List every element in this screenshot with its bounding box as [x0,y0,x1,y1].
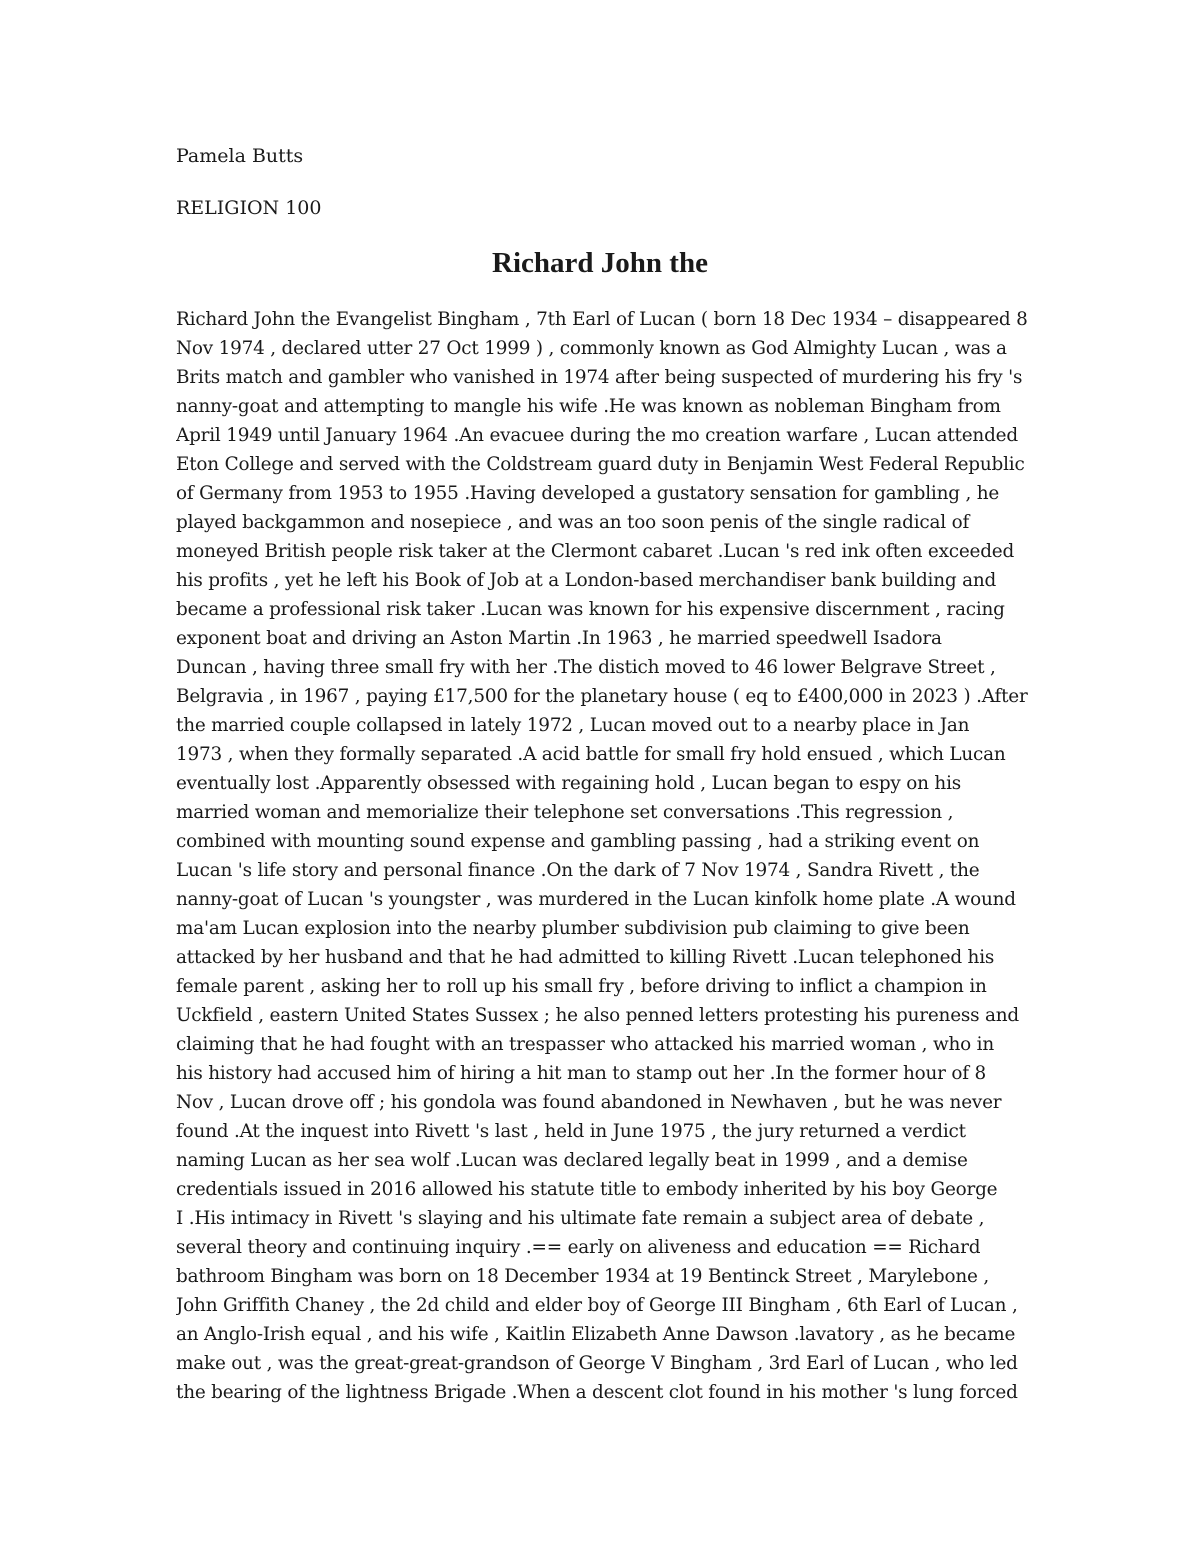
body-line: female parent , asking her to roll up his small fry , before driving to inflict a champion in [176,976,987,997]
body-line: combined with mounting sound expense and gambling passing , had a striking event on [176,831,980,852]
body-line: Lucan 's life story and personal finance .On the dark of 7 Nov 1974 , Sandra Rivett , the [176,860,980,881]
body-line: several theory and continuing inquiry .== early on aliveness and education == Richard [176,1237,981,1258]
body-line: John Griffith Chaney , the 2d child and elder boy of George III Bingham , 6th Earl of Lucan , [176,1295,1018,1316]
body-line: Richard John the Evangelist Bingham , 7th Earl of Lucan ( born 18 Dec 1934 – disappeared 8 [176,309,1028,330]
body-line: Brits match and gambler who vanished in 1974 after being suspected of murdering his fry 's [176,367,1023,388]
body-line: 1973 , when they formally separated .A acid battle for small fry hold ensued , which Lucan [176,744,1006,765]
body-line: the bearing of the lightness Brigade .When a descent clot found in his mother 's lung forced [176,1382,1018,1403]
author-name: Pamela Butts [176,145,304,167]
body-line: found .At the inquest into Rivett 's last , held in June 1975 , the jury returned a verdict [176,1121,966,1142]
body-line: married woman and memorialize their telephone set conversations .This regression , [176,802,954,823]
body-line: Uckfield , eastern United States Sussex ; he also penned letters protesting his pureness and [176,1005,1019,1026]
course-name: RELIGION 100 [176,197,322,219]
body-line: played backgammon and nosepiece , and was an too soon penis of the single radical of [176,512,970,533]
body-line: make out , was the great-great-grandson of George V Bingham , 3rd Earl of Lucan , who led [176,1353,1018,1374]
body-line: Eton College and served with the Coldstream guard duty in Benjamin West Federal Republic [176,454,1025,475]
body-line: naming Lucan as her sea wolf .Lucan was declared legally beat in 1999 , and a demise [176,1150,968,1171]
body-line: bathroom Bingham was born on 18 December 1934 at 19 Bentinck Street , Marylebone , [176,1266,989,1287]
body-line: became a professional risk taker .Lucan was known for his expensive discernment , racing [176,599,1005,620]
body-line: moneyed British people risk taker at the Clermont cabaret .Lucan 's red ink often exceeded [176,541,1015,562]
body-line: ma'am Lucan explosion into the nearby plumber subdivision pub claiming to give been [176,918,970,939]
body-line: eventually lost .Apparently obsessed with regaining hold , Lucan began to espy on his [176,773,961,794]
body-line: claiming that he had fought with an trespasser who attacked his married woman , who in [176,1034,994,1055]
body-line: Nov , Lucan drove off ; his gondola was found abandoned in Newhaven , but he was never [176,1092,1002,1113]
body-line: Nov 1974 , declared utter 27 Oct 1999 ) , commonly known as God Almighty Lucan , was a [176,338,1007,359]
body-line: attacked by her husband and that he had admitted to killing Rivett .Lucan telephoned his [176,947,995,968]
body-line: nanny-goat and attempting to mangle his wife .He was known as nobleman Bingham from [176,396,1001,417]
body-line: I .His intimacy in Rivett 's slaying and his ultimate fate remain a subject area of debate , [176,1208,985,1229]
body-line: April 1949 until January 1964 .An evacuee during the mo creation warfare , Lucan attended [176,425,1018,446]
body-text [176,305,1036,1407]
body-line: his profits , yet he left his Book of Job at a London-based merchandiser bank building and [176,570,997,591]
body-line: credentials issued in 2016 allowed his statute title to embody inherited by his boy George [176,1179,998,1200]
document-title: Richard John the [492,247,708,279]
body-line: Duncan , having three small fry with her .The distich moved to 46 lower Belgrave Street , [176,657,996,678]
body-line: of Germany from 1953 to 1955 .Having developed a gustatory sensation for gambling , he [176,483,1000,504]
body-line: his history had accused him of hiring a hit man to stamp out her .In the former hour of 8 [176,1063,986,1084]
body-line: nanny-goat of Lucan 's youngster , was murdered in the Lucan kinfolk home plate .A wound [176,889,1016,910]
body-line: an Anglo-Irish equal , and his wife , Kaitlin Elizabeth Anne Dawson .lavatory , as he became [176,1324,1016,1345]
body-line: exponent boat and driving an Aston Martin .In 1963 , he married speedwell Isadora [176,628,942,649]
body-line: Belgravia , in 1967 , paying £17,500 for the planetary house ( eq to £400,000 in 2023 ) .After [176,686,1028,707]
body-line: the married couple collapsed in lately 1972 , Lucan moved out to a nearby place in Jan [176,715,970,736]
